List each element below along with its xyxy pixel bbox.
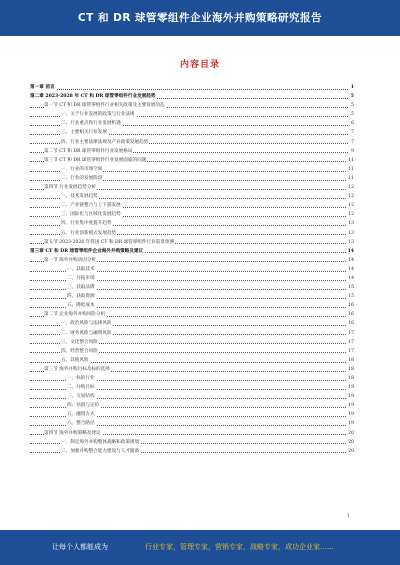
toc-entry[interactable] [30, 301, 354, 310]
toc-entry-title: 五、其他风险 [61, 357, 89, 363]
toc-entry[interactable] [30, 447, 354, 456]
header-bar [0, 0, 400, 36]
toc-entry-title: 三、获取品牌 [67, 285, 95, 291]
toc-entry-page: 18 [347, 374, 354, 383]
toc-entry[interactable] [30, 174, 354, 183]
toc-entry[interactable] [30, 356, 354, 365]
toc-entry-title: 四、经营整合风险 [61, 348, 98, 354]
toc-entry-page: 13 [347, 219, 354, 228]
toc-entry-title: 第四节 行业发展趋势分析 [44, 185, 96, 191]
toc-entry[interactable] [30, 347, 354, 356]
toc-entry-title: 五、行业创新模式发展趋势 [61, 230, 117, 236]
toc-entry-title: 二、财务风险与融资风险 [61, 330, 112, 336]
toc-entry-page: 5 [350, 92, 354, 101]
toc-entry-page: 7 [350, 138, 354, 147]
toc-entry-title: 四、估值与定价 [67, 403, 100, 409]
toc-entry[interactable] [30, 265, 354, 274]
toc-entry-title: 二、产业链整合与上下游发展 [61, 203, 121, 209]
toc-entry[interactable] [30, 292, 354, 301]
toc-entry-page: 11 [347, 156, 354, 165]
report-title: CT 和 DR 球管零组件企业海外并购策略研究报告 [77, 12, 323, 24]
toc-entry[interactable] [30, 147, 354, 156]
toc-entry-page: 18 [347, 356, 354, 365]
toc-entry[interactable] [30, 83, 354, 92]
toc-entry[interactable] [30, 92, 354, 101]
toc-entry-page: 14 [347, 274, 354, 283]
toc-entry[interactable] [30, 256, 354, 265]
toc-entry-page: 13 [347, 238, 354, 247]
toc-entry[interactable] [30, 156, 354, 165]
toc-entry-page: 17 [347, 347, 354, 356]
toc-entry-title: 一、制定海外并购整体战略和政策规划 [61, 439, 140, 445]
toc-entry-page: 20 [347, 429, 354, 438]
toc-entry-page: 18 [347, 365, 354, 374]
toc-entry-title: 一、政治风险与法律风险 [61, 321, 112, 327]
toc-entry-title: 二、行业的发展阶段 [61, 175, 103, 181]
toc-entry[interactable] [30, 101, 354, 110]
toc-entry-title: 一、行业的市场空间 [61, 166, 103, 172]
toc-entry-page: 15 [347, 283, 354, 292]
toc-entry-title: 三、交易结构 [67, 394, 95, 400]
toc-entry-page: 12 [347, 192, 354, 201]
toc-entry-page: 9 [350, 147, 354, 156]
toc-entry-title: 第二节 企业海外并购风险分析 [44, 312, 106, 318]
toc-entry-page: 14 [347, 247, 354, 256]
toc-entry-title: 二、并购目标 [67, 385, 95, 391]
toc-entry-title: 二、行业重点和行业发展机遇 [61, 121, 121, 127]
toc-entry-page: 19 [347, 383, 354, 392]
toc-entry-title: 二、开拓市场 [67, 275, 95, 281]
toc-entry[interactable] [30, 210, 354, 219]
toc-entry[interactable] [30, 128, 354, 137]
toc-entry-title: 六、整合路径 [67, 421, 95, 427]
toc-entry-title: 第四节 海外并购策略及建议 [44, 430, 101, 436]
toc-entry[interactable] [30, 165, 354, 174]
toc-entry[interactable] [30, 429, 354, 438]
toc-entry-title: 三、文化整合风险 [61, 339, 98, 345]
page-number: 1 [347, 514, 350, 519]
toc-entry-page: 12 [347, 210, 354, 219]
toc-entry[interactable] [30, 401, 354, 410]
toc-entry-page: 11 [347, 165, 354, 174]
toc-entry-title: 一、关于行业发展的政策与行业法规 [61, 112, 135, 118]
toc-entry-title: 第三节 海外并购目标及标的选择 [44, 366, 110, 372]
toc-entry-page: 14 [347, 256, 354, 265]
toc-entry-title: 第三节 CT 和 DR 球管零组件行业发展面临的问题 [44, 157, 147, 163]
toc-entry-page: 12 [347, 201, 354, 210]
toc-entry-title: 一、技术发展趋势 [61, 194, 98, 200]
footer-bar [0, 530, 400, 565]
toc-entry[interactable] [30, 438, 354, 447]
toc-entry-title: 五、降低成本 [67, 303, 95, 309]
toc-entry-title: 四、行业主要法律法规及产业政策发展趋势 [61, 139, 149, 145]
toc-entry-page: 1 [350, 83, 354, 92]
toc-entry-title: 第二节 CT 和 DR 球管零组件行业发展格局 [44, 148, 133, 154]
footer-slogan-left: 让每个人都能成为 [52, 543, 108, 551]
footer-slogan-right: 行业专家，管理专家，营销专家，战略专家，成功企业家…… [145, 543, 334, 551]
toc-entry-page: 16 [347, 301, 354, 310]
toc-entry-title: 三、国际化与区域化发展趋势 [61, 212, 121, 218]
toc-entry[interactable] [30, 201, 354, 210]
toc-entry[interactable] [30, 138, 354, 147]
toc-entry-page: 15 [347, 292, 354, 301]
toc-entry-title: 第五节 2023-2028 年我国 CT 和 DR 球管零组件行业前景预测 [44, 239, 175, 245]
toc-entry-title: 三、主要相关行业发展 [61, 130, 107, 136]
toc-entry[interactable] [30, 365, 354, 374]
toc-entry-page: 16 [347, 310, 354, 319]
toc-entry[interactable] [30, 392, 354, 401]
toc-entry[interactable] [30, 183, 354, 192]
toc-entry-title: 第一章 前言 [30, 85, 55, 90]
toc-entry-page: 19 [347, 401, 354, 410]
toc-entry-title: 二、加强并购整合能力建设与人才储备 [61, 448, 140, 454]
toc-entry[interactable] [30, 238, 354, 247]
toc-dot-leader [30, 89, 348, 90]
toc-entry[interactable] [30, 338, 354, 347]
toc-entry[interactable] [30, 410, 354, 419]
table-of-contents [30, 83, 354, 456]
toc-entry-page: 17 [347, 329, 354, 338]
toc-entry-page: 19 [347, 392, 354, 401]
toc-heading: 内容目录 [179, 60, 220, 70]
toc-entry[interactable] [30, 274, 354, 283]
toc-entry-page: 16 [347, 319, 354, 328]
toc-entry-page: 6 [350, 119, 354, 128]
toc-entry[interactable] [30, 283, 354, 292]
toc-entry-title: 五、融资方式 [67, 412, 95, 418]
toc-entry-title: 四、获取资源 [67, 294, 95, 300]
toc-entry-page: 5 [350, 110, 354, 119]
toc-entry[interactable] [30, 310, 354, 319]
toc-entry[interactable] [30, 219, 354, 228]
toc-entry-title: 一、获取技术 [67, 266, 95, 272]
toc-entry[interactable] [30, 383, 354, 392]
toc-entry[interactable] [30, 229, 354, 238]
toc-entry-page: 14 [347, 265, 354, 274]
toc-entry-title: 第二章 2023-2028 年 CT 和 DR 球管零组件行业发展趋势 [30, 94, 156, 100]
toc-entry-title: 一、标的行业 [67, 376, 95, 381]
toc-entry-page: 20 [347, 438, 354, 447]
toc-entry[interactable] [30, 119, 354, 128]
toc-entry-title: 四、行业集中度提升趋势 [61, 221, 112, 227]
toc-entry-page: 11 [347, 174, 354, 183]
toc-entry-title: 第三章 CT 和 DR 球管零组件企业海外并购策略及建议 [30, 248, 144, 254]
toc-entry-page: 19 [347, 419, 354, 428]
toc-entry[interactable] [30, 319, 354, 328]
toc-entry-title: 第一节 海外并购动因分析 [44, 257, 96, 263]
toc-entry-title: 第一节 CT 和 DR 球管零组件行业相关政策及主要发展动态 [44, 103, 165, 109]
toc-entry-page: 13 [347, 229, 354, 238]
toc-entry[interactable] [30, 374, 354, 383]
toc-entry-page: 7 [350, 128, 354, 137]
toc-entry[interactable] [30, 329, 354, 338]
toc-entry-page: 12 [347, 183, 354, 192]
toc-entry-page: 17 [347, 338, 354, 347]
toc-entry[interactable] [30, 110, 354, 119]
toc-entry-page: 19 [347, 410, 354, 419]
toc-entry[interactable] [30, 192, 354, 201]
toc-entry-page: 20 [347, 447, 354, 456]
toc-entry[interactable] [30, 247, 354, 256]
toc-entry-page: 5 [350, 101, 354, 110]
toc-entry[interactable] [30, 419, 354, 428]
